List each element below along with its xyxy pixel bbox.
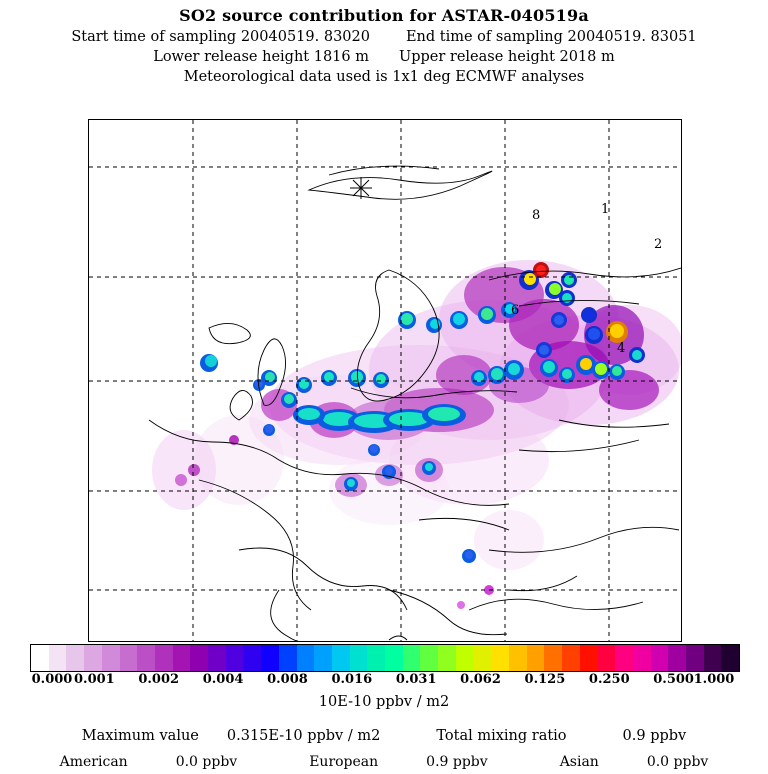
colorbar-swatch-39	[721, 645, 739, 671]
colorbar-swatch-26	[491, 645, 509, 671]
colorbar-swatch-18	[350, 645, 368, 671]
american-label: American	[59, 754, 128, 770]
colorbar-swatch-37	[686, 645, 704, 671]
colorbar-swatch-16	[314, 645, 332, 671]
colorbar-swatch-29	[544, 645, 562, 671]
colorbar	[30, 644, 740, 672]
colorbar-tick-11: 1.000	[693, 672, 735, 687]
footer-summary	[0, 728, 768, 744]
colorbar-swatch-35	[651, 645, 669, 671]
colorbar-swatch-11	[226, 645, 244, 671]
colorbar-tick-8: 0.125	[524, 672, 566, 687]
page-title: SO2 source contribution for ASTAR-040519a	[179, 6, 589, 25]
map-annotation-4: 4	[617, 341, 626, 356]
colorbar-swatch-1	[49, 645, 67, 671]
map-annotation-2: 2	[654, 237, 663, 252]
colorbar-swatch-19	[367, 645, 385, 671]
european-value: 0.9 ppbv	[426, 754, 488, 770]
colorbar-swatch-32	[598, 645, 616, 671]
max-value-label: Maximum value	[81, 728, 199, 744]
map-annotation-1: 1	[601, 202, 610, 217]
max-value: 0.315E-10 ppbv / m2	[226, 728, 381, 744]
colorbar-swatch-23	[438, 645, 456, 671]
colorbar-swatch-8	[173, 645, 191, 671]
release-heights	[0, 49, 768, 65]
colorbar-swatch-3	[84, 645, 102, 671]
colorbar-tick-labels	[0, 672, 768, 688]
start-time-label: Start time of sampling 20040519. 83020	[71, 29, 370, 45]
sampling-times	[0, 29, 768, 45]
colorbar-tick-9: 0.250	[588, 672, 630, 687]
colorbar-swatch-0	[31, 645, 49, 671]
colorbar-swatch-30	[562, 645, 580, 671]
colorbar-swatch-22	[420, 645, 438, 671]
colorbar-swatch-25	[474, 645, 492, 671]
colorbar-tick-5: 0.016	[331, 672, 373, 687]
colorbar-swatch-33	[615, 645, 633, 671]
european-label: European	[309, 754, 379, 770]
colorbar-swatch-38	[704, 645, 722, 671]
asian-value: 0.0 ppbv	[646, 754, 709, 770]
colorbar-swatch-9	[190, 645, 208, 671]
lower-release-height-label: Lower release height 1816 m	[153, 49, 369, 65]
colorbar-swatch-17	[332, 645, 350, 671]
end-time-label: End time of sampling 20040519. 83051	[405, 29, 697, 45]
colorbar-swatch-14	[279, 645, 297, 671]
colorbar-swatch-36	[668, 645, 686, 671]
colorbar-swatch-21	[403, 645, 421, 671]
colorbar-tick-2: 0.002	[138, 672, 180, 687]
colorbar-swatch-28	[527, 645, 545, 671]
colorbar-tick-4: 0.008	[267, 672, 308, 687]
colorbar-swatch-6	[137, 645, 155, 671]
colorbar-unit-label: 10E-10 ppbv / m2	[318, 694, 450, 710]
colorbar-swatch-2	[66, 645, 84, 671]
map-annotation-6: 6	[511, 303, 520, 318]
map-plot-area	[88, 119, 682, 642]
colorbar-tick-0: 0.000	[31, 672, 73, 687]
upper-release-height-label: Upper release height 2018 m	[398, 49, 615, 65]
colorbar-swatch-10	[208, 645, 226, 671]
map-annotation-8: 8	[532, 208, 541, 223]
colorbar-swatch-34	[633, 645, 651, 671]
colorbar-swatch-15	[297, 645, 315, 671]
colorbar-tick-10: 0.500	[653, 672, 694, 687]
met-data-label: Meteorological data used is 1x1 deg ECMWF analyses	[183, 69, 585, 85]
colorbar-swatch-4	[102, 645, 120, 671]
colorbar-tick-1: 0.001	[74, 672, 115, 687]
mixing-ratio-value: 0.9 ppbv	[622, 728, 687, 744]
colorbar-swatch-13	[261, 645, 279, 671]
colorbar-swatch-24	[456, 645, 474, 671]
colorbar-swatch-12	[243, 645, 261, 671]
mixing-ratio-label: Total mixing ratio	[436, 728, 567, 744]
colorbar-swatch-27	[509, 645, 527, 671]
release-star-marker	[350, 177, 372, 199]
colorbar-swatch-31	[580, 645, 598, 671]
map-svg	[89, 120, 681, 641]
colorbar-tick-7: 0.062	[460, 672, 501, 687]
colorbar-swatch-20	[385, 645, 403, 671]
colorbar-swatch-5	[120, 645, 138, 671]
american-value: 0.0 ppbv	[175, 754, 238, 770]
colorbar-tick-3: 0.004	[202, 672, 244, 687]
colorbar-swatch-7	[155, 645, 173, 671]
plume-layer	[152, 260, 681, 609]
colorbar-tick-6: 0.031	[395, 672, 437, 687]
asian-label: Asian	[559, 754, 599, 770]
